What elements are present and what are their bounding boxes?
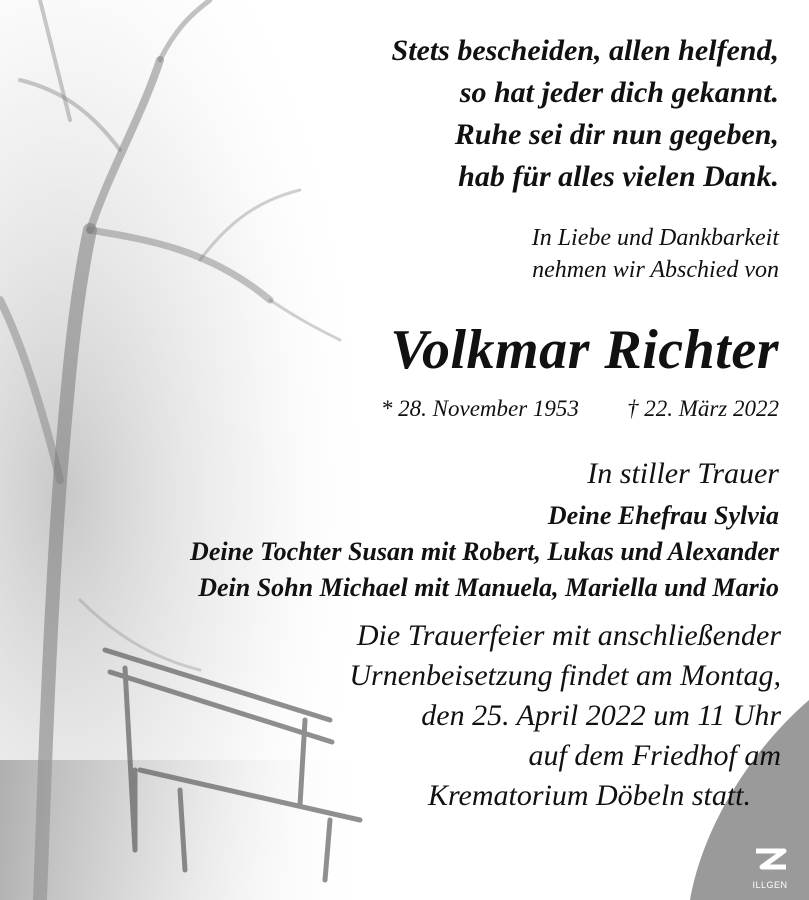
- deceased-name: Volkmar Richter: [390, 319, 779, 381]
- family-line: Deine Tochter Susan mit Robert, Lukas und Alexander: [190, 537, 779, 566]
- life-dates: [381, 394, 779, 424]
- ceremony-line: Urnenbeisetzung findet am Montag,: [349, 659, 781, 692]
- intro-line: nehmen wir Abschied von: [532, 257, 779, 283]
- poem-line: Ruhe sei dir nun gegeben,: [454, 118, 779, 151]
- ceremony-line: Krematorium Döbeln statt.: [427, 779, 751, 812]
- family-line: Dein Sohn Michael mit Manuela, Mariella und Mario: [198, 573, 779, 602]
- intro-text: [532, 222, 779, 286]
- intro-line: In Liebe und Dankbarkeit: [531, 225, 779, 251]
- family-list: [190, 498, 779, 606]
- birth-date: * 28. November 1953: [380, 396, 579, 421]
- family-line: Deine Ehefrau Sylvia: [547, 501, 779, 530]
- death-date: † 22. März 2022: [626, 396, 779, 421]
- poem-line: so hat jeder dich gekannt.: [459, 76, 779, 109]
- ceremony-line: Die Trauerfeier mit anschließender: [356, 619, 781, 652]
- illgen-logo: [743, 845, 797, 890]
- ceremony-line: den 25. April 2022 um 11 Uhr: [421, 699, 781, 732]
- illgen-logo-icon: [748, 845, 792, 875]
- logo-text: ILLGEN: [752, 880, 788, 890]
- mourning-heading: In stiller Trauer: [587, 457, 779, 490]
- ceremony-notice: [349, 616, 781, 816]
- poem-line: hab für alles vielen Dank.: [458, 160, 779, 193]
- poem-line: Stets bescheiden, allen helfend,: [391, 34, 779, 67]
- poem-verse: [392, 30, 779, 198]
- ceremony-line: auf dem Friedhof am: [528, 739, 781, 772]
